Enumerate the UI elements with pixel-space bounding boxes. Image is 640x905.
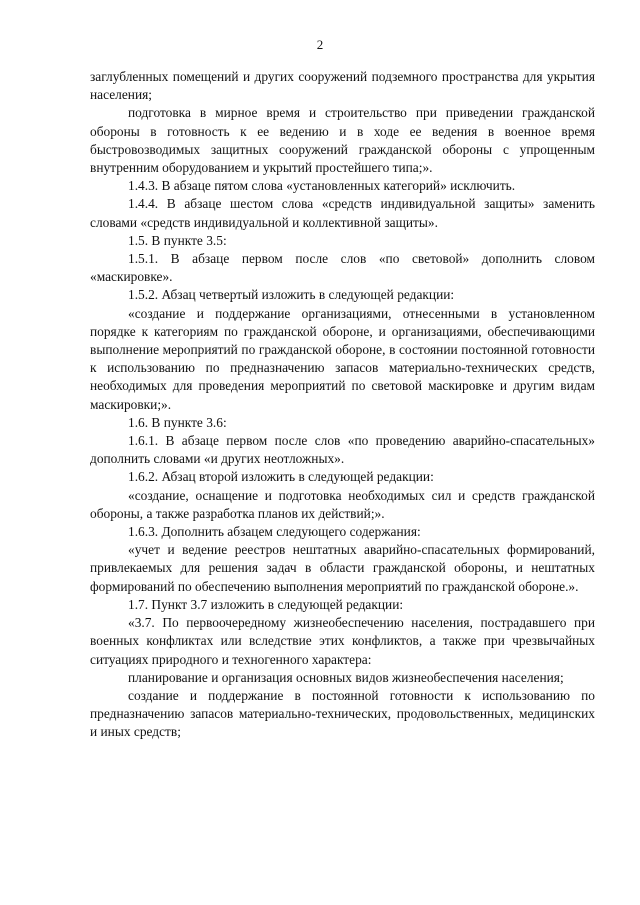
paragraph: заглубленных помещений и других сооружений подземного пространства для укрытия населения;	[90, 69, 595, 103]
paragraph: 1.5.2. Абзац четвертый изложить в следующей редакции:	[128, 287, 455, 303]
paragraph: «создание, оснащение и подготовка необходимых сил и средств гражданской обороны, а также разработка планов их действий;».	[90, 487, 595, 521]
paragraph: 1.6. В пункте 3.6:	[128, 414, 227, 430]
paragraph: 1.7. Пункт 3.7 изложить в следующей редакции:	[128, 596, 404, 612]
paragraph: «учет и ведение реестров нештатных аварийно-спасательных формирований, привлекаемых для решения задач в области гражданской обороны, и нештатных формирований по обеспечению выполнения мероприятий по гражданской обороне.».	[90, 542, 595, 594]
paragraph: 1.4.4. В абзаце шестом слова «средств индивидуальной защиты» заменить словами «средств индивидуальной и коллективной защиты».	[90, 196, 595, 230]
paragraph: создание и поддержание в постоянной готовности к использованию по предназначению запасов материально-технических, продовольственных, медицинских и иных средств;	[90, 687, 595, 740]
paragraph: 1.5. В пункте 3.5:	[128, 232, 227, 248]
paragraph: «3.7. По первоочередному жизнеобеспечению населения, пострадавшего при военных конфликтах или вследствие этих конфликтов, а также при чрезвычайных ситуациях природного и техногенного характера:	[90, 615, 595, 667]
paragraph: 1.5.1. В абзаце первом после слов «по световой» дополнить словом «маскировке».	[90, 251, 595, 285]
paragraph: 1.6.1. В абзаце первом после слов «по проведению аварийно-спасательных» дополнить словами «и других неотложных».	[90, 433, 595, 467]
paragraph: 1.6.2. Абзац второй изложить в следующей редакции:	[128, 469, 434, 485]
paragraph: планирование и организация основных видов жизнеобеспечения населения;	[128, 669, 564, 685]
paragraph: «создание и поддержание организациями, отнесенными в установленном порядке к категориям по гражданской обороне, и организациями, обеспечивающими выполнение мероприятий по гражданской обороне, в состоянии постоянной готовности к использованию по предназначению запасов материально-технических средств, необходимых для проведения мероприятий по световой маскировке и другим видам маскировки;».	[90, 305, 595, 412]
paragraph: 1.6.3. Дополнить абзацем следующего содержания:	[128, 524, 421, 540]
paragraph: подготовка в мирное время и строительство при приведении гражданской обороны в готовность к ее ведению и в ходе ее ведения в военное время быстровозводимых защитных сооружений гражданской обороны с упрощенным внутренним оборудованием и укрытий простейшего типа;».	[90, 105, 595, 176]
page-number: 2	[316, 37, 324, 52]
paragraph: 1.4.3. В абзаце пятом слова «установленных категорий» исключить.	[128, 178, 516, 194]
document-body	[90, 68, 595, 742]
